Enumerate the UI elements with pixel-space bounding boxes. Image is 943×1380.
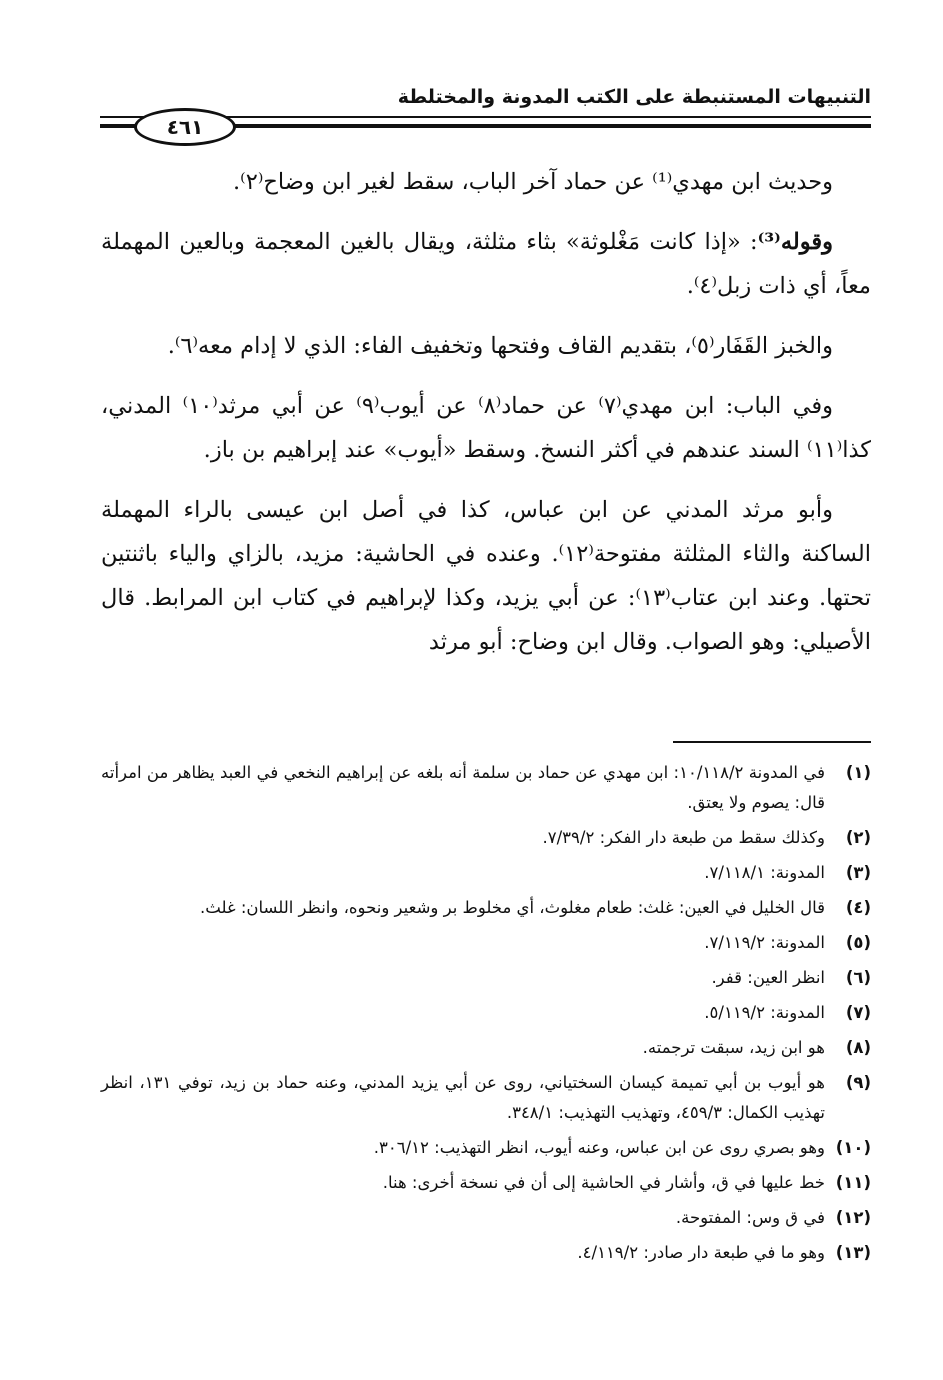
paragraph-5: وأبو مرثد المدني عن ابن عباس، كذا في أصل ابن عيسى بالراء المهملة الساكنة والثاء المثلثة مفتوحة⁽١٢⁾. وعنده في الحاشية: مزيد، بالزاي والياء باثنتين تحتها. وعند ابن عتاب⁽١٣⁾: عن أبي يزيد، وكذا لإبراهيم في كتاب ابن المرابط. قال الأصيلي: وهو الصواب. وقال ابن وضاح: أبو مرثد	[101, 497, 872, 655]
footnote-text: المدونة: ٥/١١٩/٢.	[704, 1003, 825, 1022]
footnote	[101, 1068, 871, 1128]
footnote-text: هو أيوب بن أبي تميمة كيسان السختياني، روى عن أبي يزيد المدني، وعنه حماد بن زيد، توفي ١٣١، انظر تهذيب الكمال: ٤٥٩/٣، وتهذيب التهذيب: ٣٤٨/١.	[101, 1073, 825, 1122]
footnote-number: (٢)	[845, 828, 871, 847]
paragraph-3: والخبز القَفَار⁽٥⁾، بتقديم القاف وفتحها وتخفيف الفاء: الذي لا إدام معه⁽٦⁾.	[167, 333, 833, 359]
footnote	[101, 858, 871, 888]
footnote-number: (٩)	[845, 1073, 871, 1092]
footnote-text: خط عليها في ق، وأشار في الحاشية إلى أن في نسخة أخرى: هنا.	[382, 1173, 825, 1192]
footnote-text: في ق وس: المفتوحة.	[675, 1208, 825, 1227]
paragraph-1: وحديث ابن مهدي⁽¹⁾ عن حماد آخر الباب، سقط لغير ابن وضاح⁽٢⁾.	[233, 169, 833, 195]
footnote	[101, 1168, 871, 1198]
footnote-text: هو ابن زيد، سبقت ترجمته.	[642, 1038, 825, 1057]
footnote	[101, 1133, 871, 1163]
footnote	[101, 893, 871, 923]
footnote	[101, 1203, 871, 1233]
footnote-number: (١٣)	[835, 1243, 871, 1262]
footnote	[101, 928, 871, 958]
footnote-number: (٥)	[845, 933, 871, 952]
footnote	[101, 823, 871, 853]
footnote-text: وهو ما في طبعة دار صادر: ٤/١١٩/٢.	[577, 1243, 825, 1262]
footnote-number: (١٢)	[835, 1208, 871, 1227]
paragraph-4: وفي الباب: ابن مهدي⁽٧⁾ عن حماد⁽٨⁾ عن أيوب⁽٩⁾ عن أبي مرثد⁽١٠⁾ المدني، كذا⁽١١⁾ السند عندهم في أكثر النسخ. وسقط «أيوب» عند إبراهيم بن باز.	[101, 393, 871, 463]
footnotes	[101, 758, 871, 1273]
footnote-text: المدونة: ٧/١١٩/٢.	[704, 933, 825, 952]
footnote	[101, 963, 871, 993]
footnote-number: (١١)	[835, 1173, 871, 1192]
footnote	[101, 998, 871, 1028]
footnote-separator	[673, 741, 871, 743]
main-text	[101, 160, 871, 676]
running-title: التنبيهات المستنبطة على الكتب المدونة والمختلطة	[397, 86, 871, 108]
paragraph-2	[101, 220, 871, 308]
paragraph-2-rest: : «إذا كانت مَغْلوثة» بثاء مثلثة، ويقال بالغين المعجمة وبالعين المهملة معاً، أي ذات زبل⁽٤⁾.	[101, 229, 871, 299]
page-number-badge	[134, 108, 236, 146]
paragraph-2-lead: وقوله⁽³⁾	[757, 229, 833, 255]
footnote-text: وهو بصري روى عن ابن عباس، وعنه أيوب، انظر التهذيب: ٣٠٦/١٢.	[373, 1138, 825, 1157]
footnote-number: (١)	[845, 763, 871, 782]
footnote-number: (٨)	[845, 1038, 871, 1057]
footnote	[101, 758, 871, 818]
footnote-text: المدونة: ٧/١١٨/١.	[704, 863, 825, 882]
footnote-number: (٧)	[845, 1003, 871, 1022]
page-number: ٤٦١	[166, 115, 204, 139]
footnote-number: (١٠)	[835, 1138, 871, 1157]
footnote-number: (٣)	[845, 863, 871, 882]
footnote-number: (٤)	[845, 898, 871, 917]
footnote	[101, 1238, 871, 1268]
footnote-number: (٦)	[845, 968, 871, 987]
footnote	[101, 1033, 871, 1063]
footnote-text: قال الخليل في العين: غلث: طعام مغلوث، أي مخلوط بر وشعير ونحوه، وانظر اللسان: غلث.	[200, 898, 825, 917]
footnote-text: انظر العين: قفر.	[711, 968, 825, 987]
footnote-text: وكذلك سقط من طبعة دار الفكر: ٧/٣٩/٢.	[542, 828, 825, 847]
footnote-text: في المدونة ١٠/١١٨/٢: ابن مهدي عن حماد بن سلمة أنه بلغه عن إبراهيم النخعي في العبد يظاهر من امرأته قال: يصوم ولا يعتق.	[101, 763, 825, 812]
